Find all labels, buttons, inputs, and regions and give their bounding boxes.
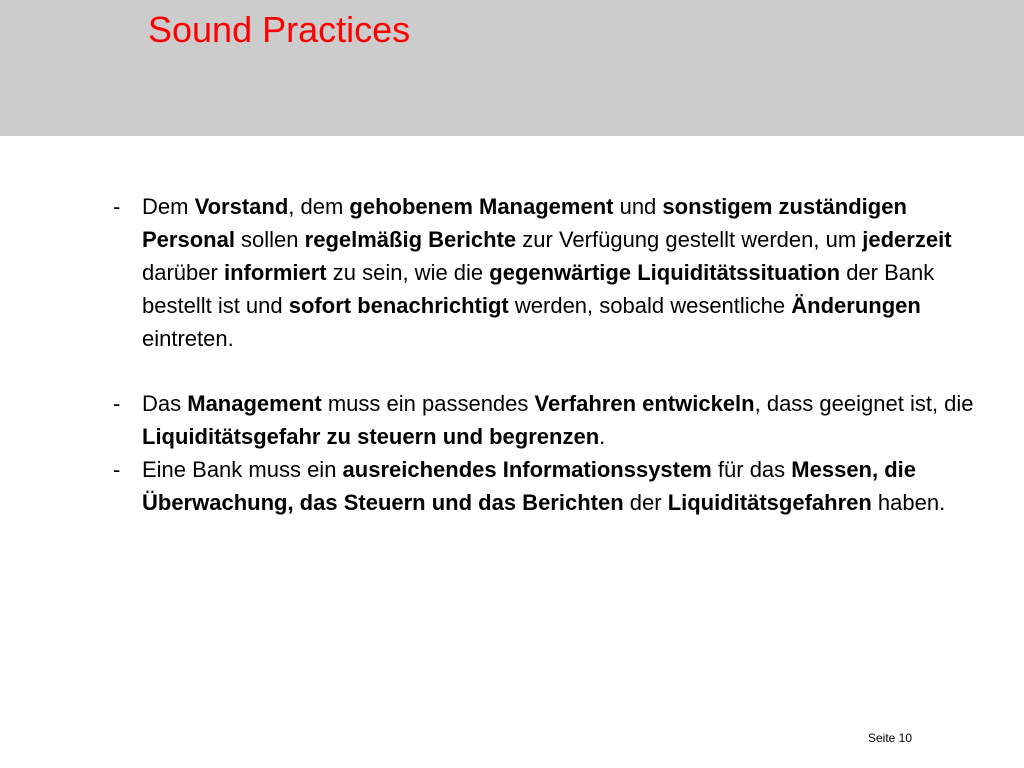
bullet-item [0, 387, 1004, 453]
bullet-text: Eine Bank muss ein ausreichendes Informationssystem für das Messen, die Überwachung, das Steuern und das Berichten der Liquiditätsgefahren haben. [142, 457, 946, 515]
bullet-dash: - [113, 391, 121, 416]
bullet-text: Das Management muss ein passendes Verfahren entwickeln, dass geeignet ist, die Liquiditätsgefahr zu steuern und begrenzen. [142, 391, 974, 449]
bullet-dash: - [113, 194, 121, 219]
bullet-dash: - [113, 457, 121, 482]
slide-title: Sound Practices [148, 9, 411, 50]
bullet-list [0, 190, 1024, 519]
bullet-text: Dem Vorstand, dem gehobenem Management und sonstigem zuständigen Personal sollen regelmäßig Berichte zur Verfügung gestellt werden, um jederzeit darüber informiert zu sein, wie die gegenwärtige Liquiditätssituation der Bank bestellt ist und sofort benachrichtigt werden, sobald wesentliche Änderungen eintreten. [142, 194, 952, 351]
page-number: Seite 10 [868, 731, 913, 745]
bullet-item [0, 453, 1004, 519]
bullet-item [0, 190, 1004, 355]
